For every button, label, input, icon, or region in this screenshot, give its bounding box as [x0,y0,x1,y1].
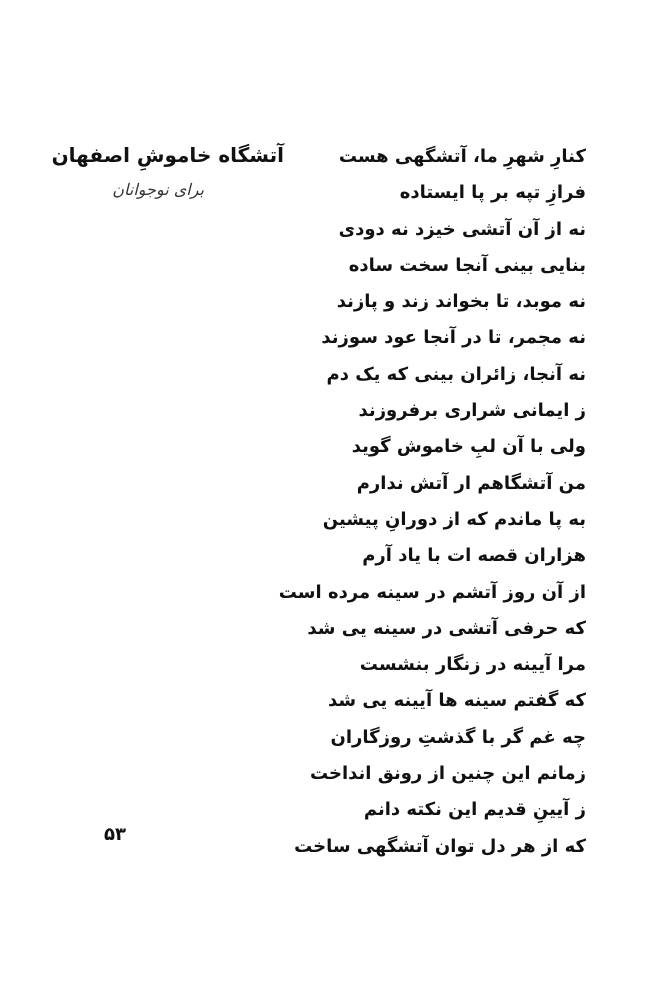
verse-line: نه آنجا، زائران بینی که یک دم [326,363,586,385]
verse-line: که گفتم سینه ها آیینه یی شد [327,690,586,712]
page-number: ۵۳ [104,824,126,845]
verse-line: هزاران قصه ات با یاد آرم [362,545,586,567]
verse-line: بنایی بینی آنجا سخت ساده [348,254,586,276]
verse-line: فرازِ تپه بر پا ایستاده [399,182,586,204]
poem-title: آتشگاه خاموشِ اصفهان [51,143,284,167]
poem-subtitle: برای نوجوانان [112,180,204,199]
verse-line: ز ایمانی شراری برفروزند [358,400,586,422]
verse-line: به پا ماندم که از دورانِ پیشین [322,508,586,530]
verse-line: از آن روز آتشم در سینه مرده است [278,581,586,603]
verse-line: نه از آن آتشی خیزد نه دودی [338,218,586,240]
verse-line: من آتشگاهم ار آتش ندارم [356,472,586,494]
verse-line: که حرفی آتشی در سینه یی شد [307,617,586,639]
verse-line: ز آیینِ قدیم این نکته دانم [363,799,586,821]
poem-body [278,142,586,868]
verse-line: که از هر دل توان آتشگهی ساخت [294,835,586,857]
verse-line: نه مجمر، تا در آنجا عود سوزند [321,327,586,349]
verse-line: مرا آیینه در زنگار بنشست [359,654,586,676]
verse-line: ولی با آن لبِ خاموش گوید [351,436,586,458]
verse-line: نه موبد، تا بخواند زند و پازند [336,291,586,313]
verse-line: کنارِ شهرِ ما، آتشگهی هست [338,146,586,167]
verse-line: چه غم گر با گذشتِ روزگاران [330,726,586,748]
verse-line: زمانم این چنین از رونق انداخت [309,763,586,785]
